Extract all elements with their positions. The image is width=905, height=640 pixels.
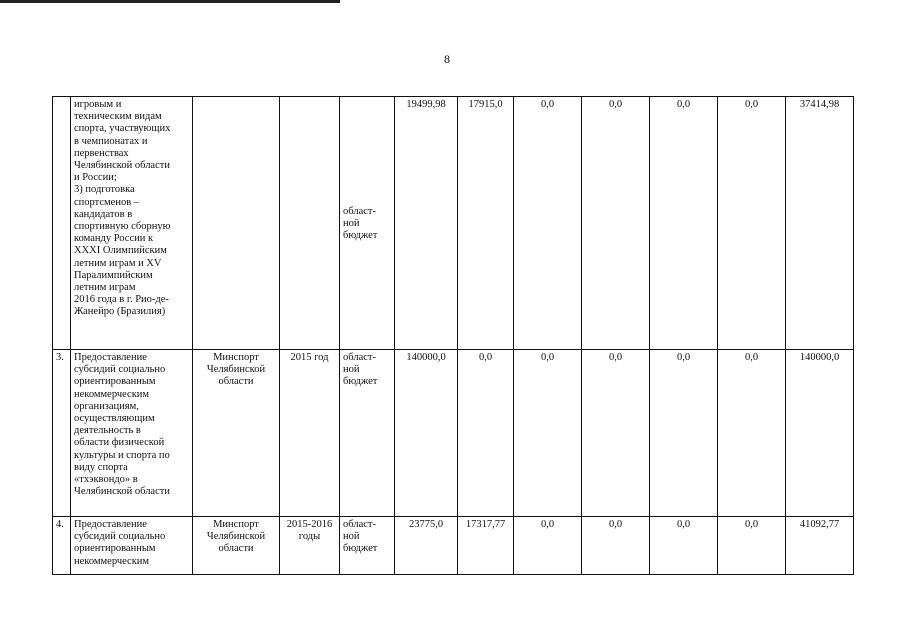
table-row	[53, 517, 854, 575]
row-value-2020: 0,0	[718, 97, 786, 350]
table-row	[53, 350, 854, 517]
row-funding-source: област-ной бюджет	[340, 97, 395, 350]
row-number: 4.	[53, 517, 71, 575]
row-executor: Минспорт Челябинской области	[193, 517, 280, 575]
row-value-2019: 0,0	[650, 350, 718, 517]
row-value-2016: 17915,0	[458, 97, 514, 350]
row-number: 3.	[53, 350, 71, 517]
row-value-2019: 0,0	[650, 517, 718, 575]
row-executor	[193, 97, 280, 350]
row-value-total: 41092,77	[786, 517, 854, 575]
row-value-total: 37414,98	[786, 97, 854, 350]
row-value-2017: 0,0	[514, 97, 582, 350]
row-period: 2015 год	[280, 350, 340, 517]
row-value-2016: 17317,77	[458, 517, 514, 575]
row-description: Предоставление субсидий социально ориентированным некоммерческим	[71, 517, 193, 575]
row-description: игровым и техническим видам спорта, участвующих в чемпионатах и первенствах Челябинской области и России; 3) подготовка спортсменов – кандидатов в спортивную сборную команду России к XXXI Олимпийским летним играм и XV Паралимпийским летним играм 2016 года в г. Рио-де- Жанейро (Бразилия)	[71, 97, 193, 350]
row-number	[53, 97, 71, 350]
row-value-2015: 23775,0	[395, 517, 458, 575]
row-funding-source: област-ной бюджет	[340, 517, 395, 575]
row-funding-source: област-ной бюджет	[340, 350, 395, 517]
page-number: 8	[444, 52, 450, 66]
row-value-2015: 140000,0	[395, 350, 458, 517]
row-description: Предоставление субсидий социально ориентированным некоммерческим организациям, осуществляющим деятельность в области физической культуры и спорта по виду спорта «тхэквондо» в Челябинской области	[71, 350, 193, 517]
table-row	[53, 97, 854, 350]
row-value-2017: 0,0	[514, 350, 582, 517]
row-period: 2015-2016 годы	[280, 517, 340, 575]
row-value-2018: 0,0	[582, 97, 650, 350]
row-value-2018: 0,0	[582, 517, 650, 575]
row-value-2016: 0,0	[458, 350, 514, 517]
row-period	[280, 97, 340, 350]
row-executor: Минспорт Челябинской области	[193, 350, 280, 517]
program-table	[52, 96, 854, 575]
row-value-2020: 0,0	[718, 350, 786, 517]
row-value-2015: 19499,98	[395, 97, 458, 350]
row-value-total: 140000,0	[786, 350, 854, 517]
row-value-2017: 0,0	[514, 517, 582, 575]
row-value-2019: 0,0	[650, 97, 718, 350]
row-value-2018: 0,0	[582, 350, 650, 517]
row-value-2020: 0,0	[718, 517, 786, 575]
top-border-line	[0, 0, 340, 3]
